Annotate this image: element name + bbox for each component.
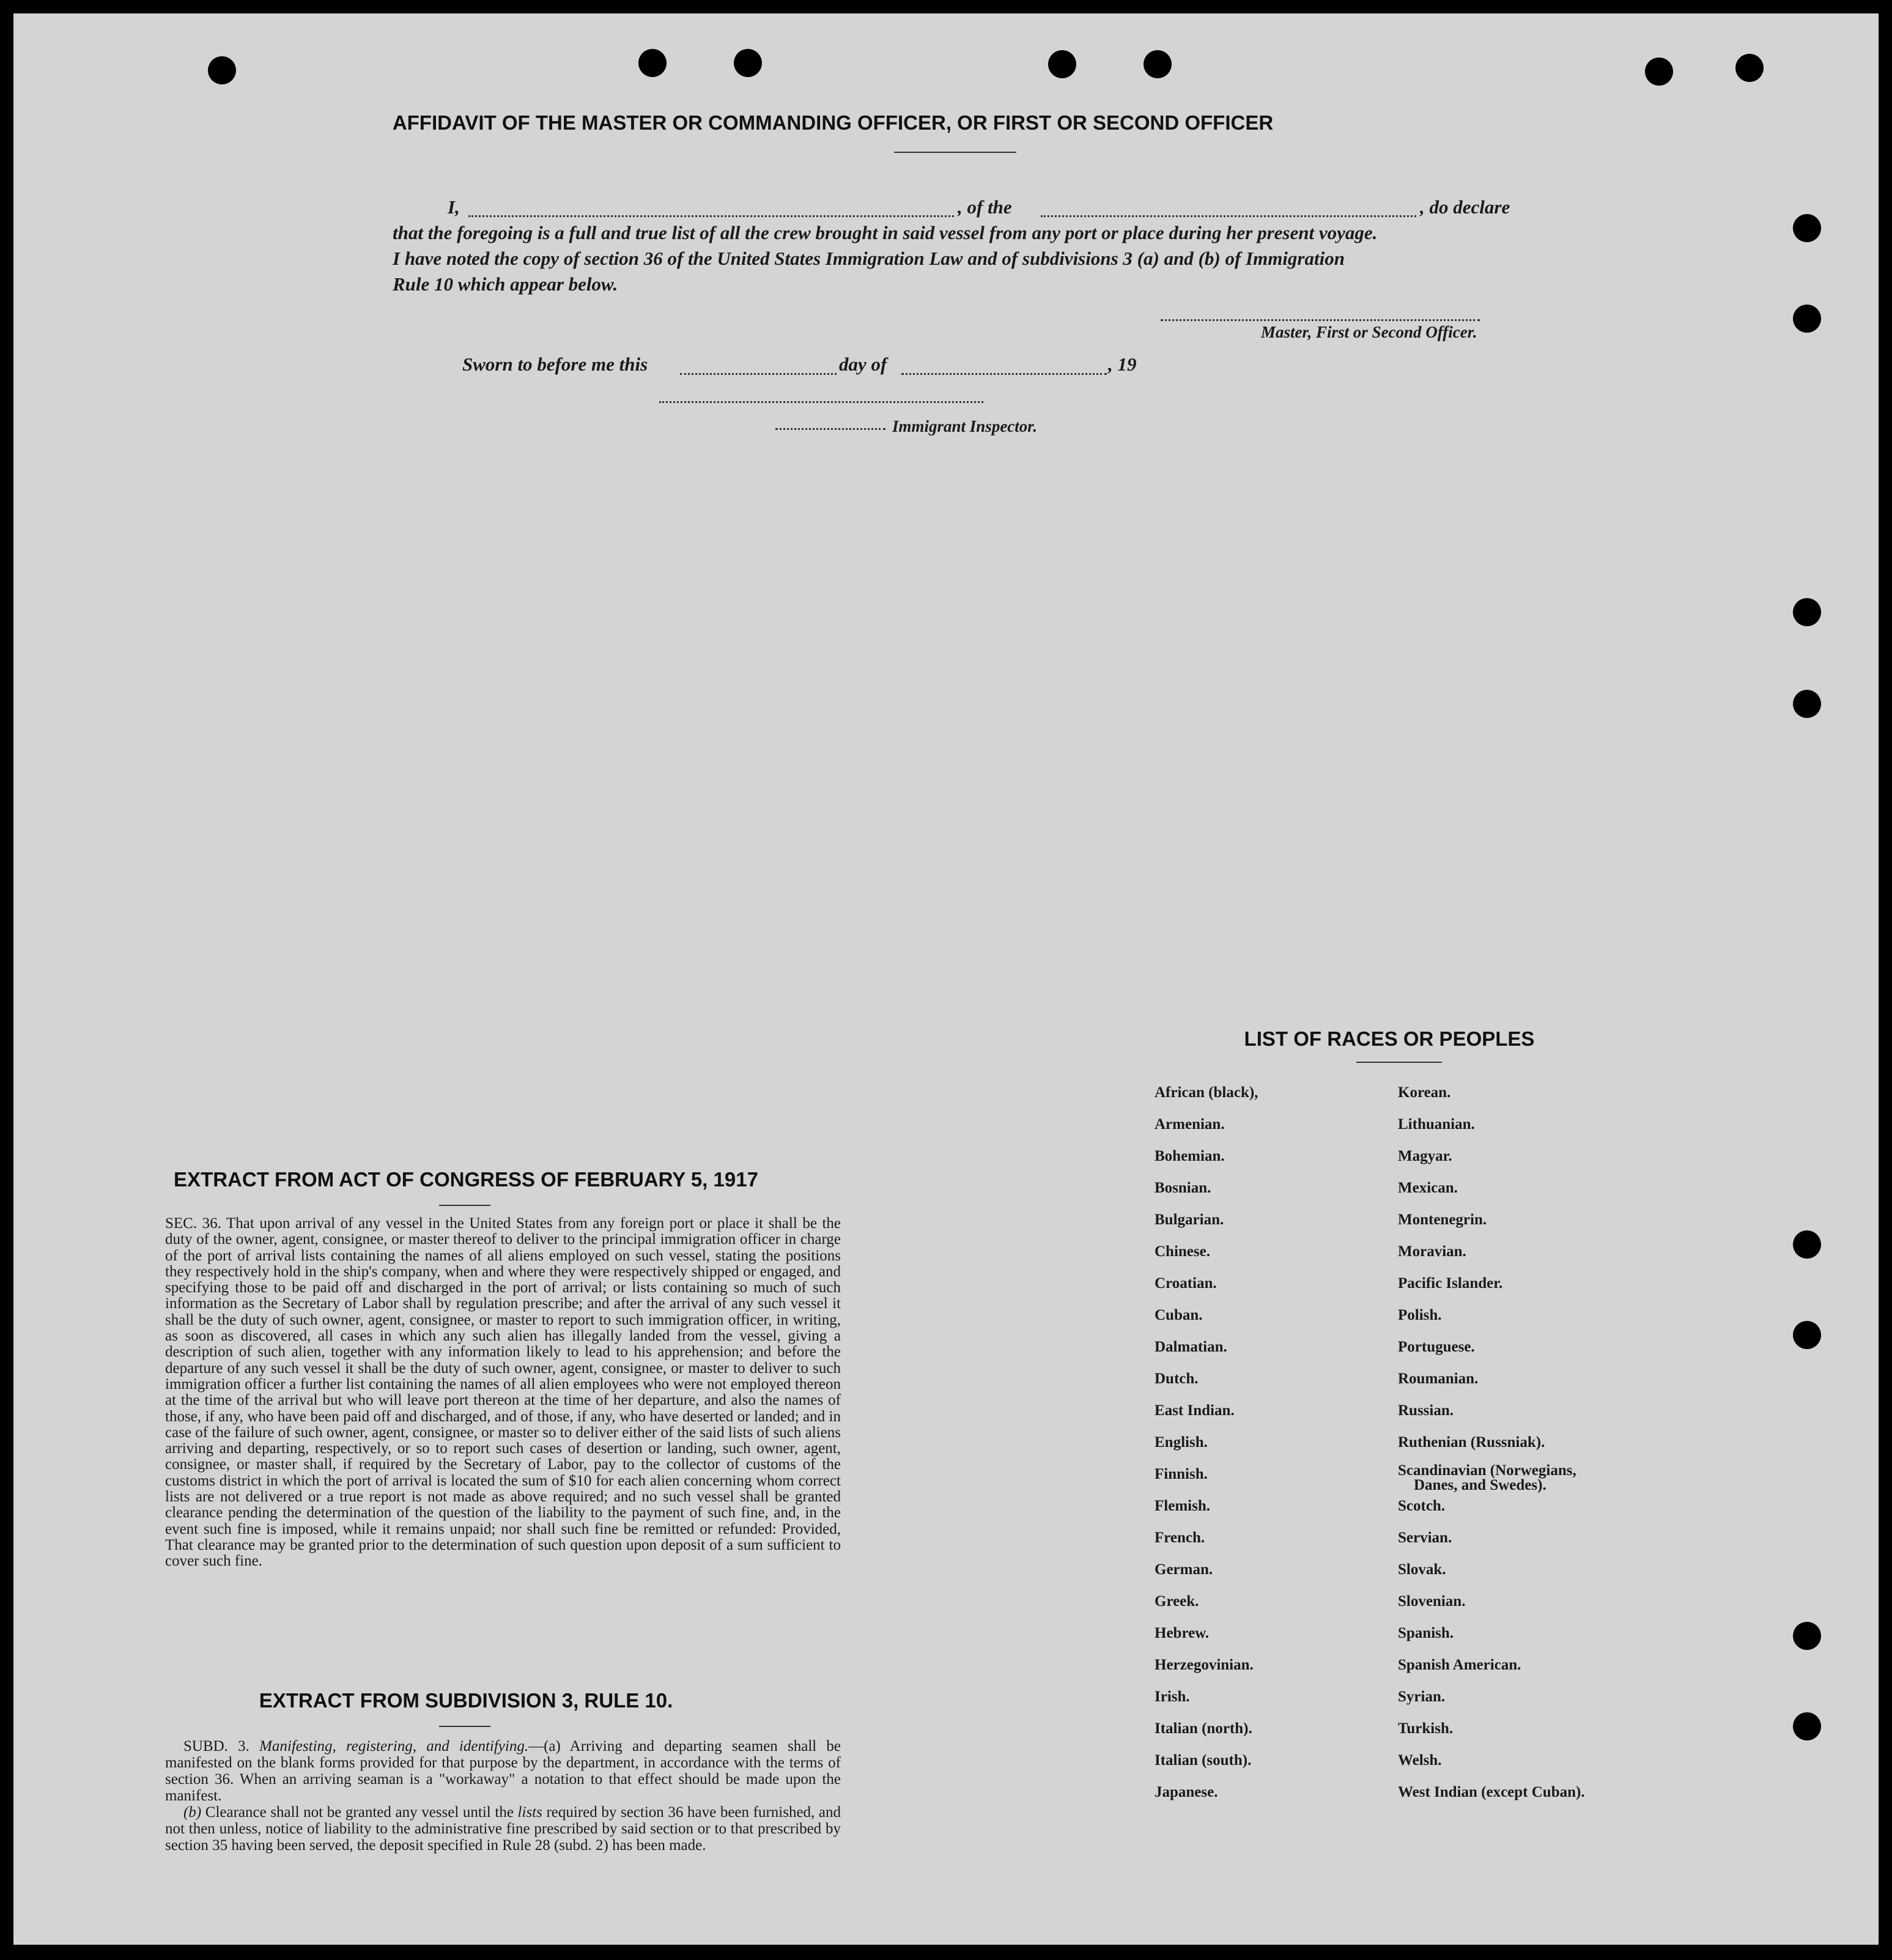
- affidavit-i: I,: [448, 196, 460, 218]
- master-label: Master, First or Second Officer.: [1261, 323, 1477, 341]
- race-right: Pacific Islander.: [1398, 1275, 1503, 1292]
- race-left: Greek.: [1155, 1593, 1199, 1610]
- race-left: Chinese.: [1155, 1243, 1210, 1260]
- affidavit-declare: , do declare: [1420, 196, 1510, 218]
- race-right: Polish.: [1398, 1307, 1442, 1323]
- race-right: Servian.: [1398, 1529, 1452, 1546]
- race-right: Roumanian.: [1398, 1370, 1479, 1387]
- race-left: Irish.: [1155, 1688, 1190, 1705]
- subd-a-label: —(a): [528, 1738, 561, 1755]
- punch-hole: [1144, 50, 1172, 78]
- punch-hole: [1793, 1230, 1821, 1259]
- punch-hole: [208, 56, 236, 84]
- punch-hole: [1793, 690, 1821, 718]
- race-right: Slovak.: [1398, 1561, 1446, 1578]
- race-left: African (black),: [1155, 1084, 1258, 1101]
- master-signature-line: [1161, 319, 1480, 321]
- punch-hole: [1793, 598, 1821, 626]
- inspector-signature-line-short: [775, 428, 885, 430]
- extract-divider: [439, 1205, 490, 1206]
- subd-b-text-2: required by section 36 have been furnished, and not then unless, notice of liability to the administrative fine prescribed by said section or to that prescribed by section 35 having been served, the deposit specified in Rule 28 (subd. 2) has been made.: [165, 1804, 841, 1854]
- title-divider: [894, 152, 1016, 153]
- punch-hole: [1793, 214, 1821, 242]
- race-right: Ruthenian (Russniak).: [1398, 1434, 1545, 1451]
- race-right: Lithuanian.: [1398, 1116, 1475, 1133]
- section-36-text: SEC. 36. That upon arrival of any vessel in the United States from any foreign port or place it shall be the duty of the owner, agent, consignee, or master thereof to deliver to the principal immigration officer in charge of the port of arrival lists containing the names of all aliens employed on such vessel, stating the positions they respectively hold in the ship's company, when and where they were respectively shipped or engaged, and specifying those to be paid off and discharged in the port of arrival; or lists containing so much of such information as the Secretary of Labor shall by regulation prescribe; and after the arrival of any such vessel it shall be the duty of such owner, agent, consignee, or master to report to such immigration officer, in writing, as soon as discovered, all cases in which any such alien has illegally landed from the vessel, giving a description of such alien, together with any information likely to lead to his apprehension; and before the departure of any such vessel it shall be the duty of such owner, agent, consignee, or master to deliver to such immigration officer a further list containing the names of all alien employees who were not employed thereon at the time of the arrival but who will leave port thereon at the time of her departure, and also the names of those, if any, who have been paid off and discharged, and of those, if any, who have deserted or landed; and in case of the failure of such owner, agent, consignee, or master so to deliver either of the said lists of such aliens arriving and departing, respectively, or so to report such cases of desertion or landing, such owner, agent, consignee, or master shall, if required by the Secretary of Labor, pay to the collector of customs of the customs district in which the port of arrival is located the sum of $10 for each alien concerning whom correct lists are not delivered or a true report is not made as above required; and no such vessel shall be granted clearance pending the determination of the question of the liability to the payment of such fine, and, in the event such fine is imposed, while it remains unpaid; nor shall such fine be remitted or refunded: Provided, That clearance may be granted prior to the determination of such question upon deposit of a sum sufficient to cover such fine.: [165, 1215, 841, 1570]
- punch-hole: [1735, 54, 1764, 82]
- punch-hole: [1645, 57, 1673, 86]
- sworn-line: [462, 353, 1196, 378]
- race-right: Portuguese.: [1398, 1339, 1475, 1355]
- race-left: Italian (north).: [1155, 1720, 1252, 1737]
- affidavit-line-1: [393, 194, 1542, 220]
- subd-a-text: Arriving and departing seamen shall be manifested on the blank forms provided for that purpose by the department, in accordance with the terms of section 36. When an arriving seaman is a "workaway" a notation to that effect should be made upon the manifest.: [165, 1738, 841, 1804]
- day-of: day of: [839, 353, 887, 375]
- punch-hole: [1793, 1712, 1821, 1740]
- subdivision-paragraph-a: [165, 1738, 841, 1804]
- race-right: Spanish.: [1398, 1625, 1454, 1641]
- subd-heading: Manifesting, registering, and identifying.: [259, 1738, 529, 1755]
- race-left: Bosnian.: [1155, 1180, 1211, 1196]
- punch-hole: [734, 49, 762, 77]
- subdivision-text: [165, 1738, 841, 1854]
- subd-b-lists: lists: [517, 1804, 542, 1821]
- race-left: German.: [1155, 1561, 1213, 1578]
- race-left: Croatian.: [1155, 1275, 1217, 1292]
- subd-b-label: (b): [183, 1804, 202, 1821]
- affidavit-of-the: , of the: [958, 196, 1012, 218]
- inspector-label: Immigrant Inspector.: [892, 417, 1038, 435]
- race-left: Flemish.: [1155, 1498, 1210, 1514]
- race-left: Finnish.: [1155, 1466, 1208, 1482]
- race-left: Bohemian.: [1155, 1148, 1225, 1164]
- punch-hole: [1793, 1622, 1821, 1650]
- race-right: Scotch.: [1398, 1498, 1446, 1514]
- vessel-blank: [1041, 215, 1416, 217]
- race-left: Italian (south).: [1155, 1752, 1252, 1769]
- race-right: Scandinavian (Norwegians,: [1398, 1462, 1576, 1479]
- punch-hole: [1793, 305, 1821, 333]
- race-right: Slovenian.: [1398, 1593, 1466, 1610]
- subd-b-text-1: Clearance shall not be granted any vessel until the: [205, 1804, 514, 1821]
- month-blank: [901, 373, 1107, 375]
- race-left: East Indian.: [1155, 1402, 1235, 1419]
- race-left: Herzegovinian.: [1155, 1657, 1254, 1673]
- name-blank: [468, 215, 954, 217]
- races-divider: [1356, 1062, 1442, 1063]
- race-right: Welsh.: [1398, 1752, 1442, 1769]
- race-right: Danes, and Swedes).: [1414, 1477, 1546, 1493]
- subd-lead: SUBD. 3.: [183, 1738, 249, 1755]
- race-left: Dalmatian.: [1155, 1339, 1227, 1355]
- manifest-page: [13, 13, 1879, 1945]
- race-right: Montenegrin.: [1398, 1211, 1487, 1228]
- race-right: Turkish.: [1398, 1720, 1454, 1737]
- year-prefix: , 19: [1108, 353, 1137, 375]
- race-left: Armenian.: [1155, 1116, 1225, 1133]
- race-right: West Indian (except Cuban).: [1398, 1784, 1585, 1800]
- extract-title: EXTRACT FROM ACT OF CONGRESS OF FEBRUARY 5, 1917: [174, 1168, 758, 1191]
- punch-hole: [1048, 50, 1076, 78]
- race-right: Korean.: [1398, 1084, 1451, 1101]
- race-right: Russian.: [1398, 1402, 1454, 1419]
- race-left: Bulgarian.: [1155, 1211, 1224, 1228]
- race-left: Hebrew.: [1155, 1625, 1210, 1641]
- sworn-text: Sworn to before me this: [462, 353, 648, 375]
- race-left: Japanese.: [1155, 1784, 1218, 1800]
- races-title: LIST OF RACES OR PEOPLES: [1244, 1027, 1535, 1050]
- inspector-signature-line: [659, 401, 983, 403]
- punch-hole: [638, 49, 667, 77]
- race-left: French.: [1155, 1529, 1205, 1546]
- race-right: Magyar.: [1398, 1148, 1452, 1164]
- subdivision-paragraph-b: [165, 1804, 841, 1854]
- race-left: Cuban.: [1155, 1307, 1203, 1323]
- race-left: Dutch.: [1155, 1370, 1199, 1387]
- race-right: Syrian.: [1398, 1688, 1446, 1705]
- subdivision-divider: [439, 1726, 490, 1727]
- race-right: Spanish American.: [1398, 1657, 1521, 1673]
- race-right: Moravian.: [1398, 1243, 1466, 1260]
- race-left: English.: [1155, 1434, 1208, 1451]
- affidavit-line-4: Rule 10 which appear below.: [393, 273, 618, 295]
- day-blank: [680, 373, 837, 375]
- affidavit-title: AFFIDAVIT OF THE MASTER OR COMMANDING OFFICER, OR FIRST OR SECOND OFFICER: [392, 111, 1274, 134]
- affidavit-line-2: that the foregoing is a full and true list of all the crew brought in said vessel from any port or place during her present voyage.: [393, 222, 1378, 243]
- affidavit-line-3: I have noted the copy of section 36 of the United States Immigration Law and of subdivisions 3 (a) and (b) of Immigration: [393, 248, 1345, 269]
- subdivision-title: EXTRACT FROM SUBDIVISION 3, RULE 10.: [259, 1689, 673, 1712]
- affidavit-body: [393, 194, 1542, 297]
- race-right: Mexican.: [1398, 1180, 1458, 1196]
- punch-hole: [1793, 1321, 1821, 1349]
